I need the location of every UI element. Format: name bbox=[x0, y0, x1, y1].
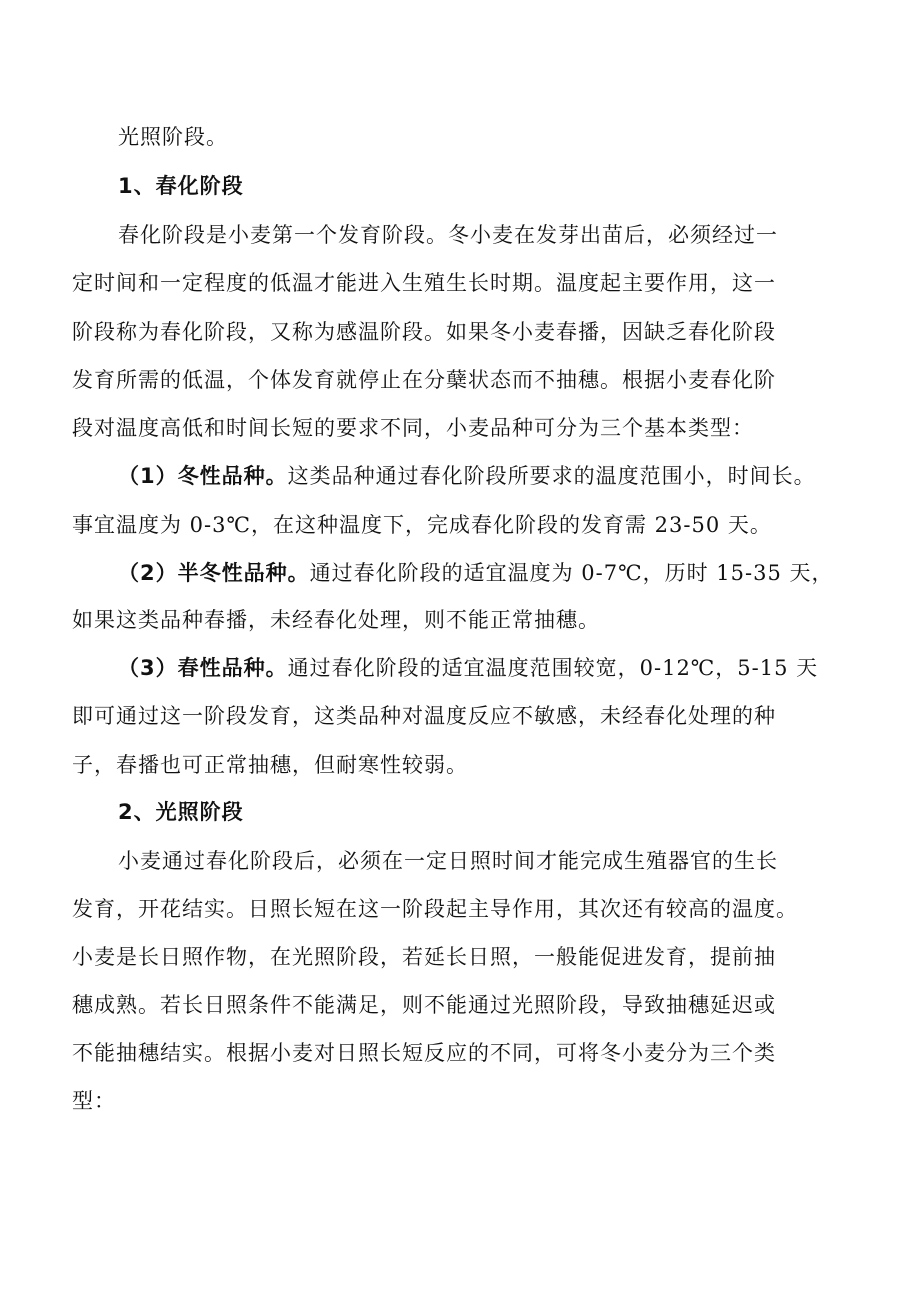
type-text: 通过春化阶段的适宜温度范围较宽，0-12℃，5-15 天 bbox=[287, 656, 819, 680]
type-first-line bbox=[118, 653, 818, 683]
section2-heading: 2、光照阶段 bbox=[118, 800, 244, 824]
paragraph-line: 穗成熟。若长日照条件不能满足，则不能通过光照阶段，导致抽穗延迟或 bbox=[72, 993, 776, 1017]
paragraph-line: 型： bbox=[72, 1089, 116, 1113]
paragraph-line: 如果这类品种春播，未经春化处理，则不能正常抽穗。 bbox=[72, 608, 600, 632]
paragraph-line: 子，春播也可正常抽穗，但耐寒性较弱。 bbox=[72, 753, 468, 777]
type-label: （1）冬性品种。 bbox=[118, 464, 288, 488]
section1-heading: 1、春化阶段 bbox=[118, 174, 244, 198]
type-label: （3）春性品种。 bbox=[118, 656, 288, 680]
paragraph-line: 事宜温度为 0-3℃，在这种温度下，完成春化阶段的发育需 23-50 天。 bbox=[72, 513, 772, 537]
type-first-line bbox=[118, 558, 834, 588]
intro-line: 光照阶段。 bbox=[118, 125, 228, 149]
paragraph-line: 不能抽穗结实。根据小麦对日照长短反应的不同，可将冬小麦分为三个类 bbox=[72, 1041, 776, 1065]
paragraph-line: 段对温度高低和时间长短的要求不同，小麦品种可分为三个基本类型： bbox=[72, 416, 754, 440]
type-text: 这类品种通过春化阶段所要求的温度范围小，时间长。 bbox=[287, 464, 816, 488]
paragraph-line: 发育所需的低温，个体发育就停止在分蘖状态而不抽穗。根据小麦春化阶 bbox=[72, 368, 776, 392]
paragraph-line: 定时间和一定程度的低温才能进入生殖生长时期。温度起主要作用，这一 bbox=[72, 271, 776, 295]
paragraph-line: 即可通过这一阶段发育，这类品种对温度反应不敏感，未经春化处理的种 bbox=[72, 704, 776, 728]
paragraph-line: 阶段称为春化阶段，又称为感温阶段。如果冬小麦春播，因缺乏春化阶段 bbox=[72, 320, 776, 344]
paragraph-line: 小麦是长日照作物，在光照阶段，若延长日照，一般能促进发育，提前抽 bbox=[72, 945, 776, 969]
paragraph-line: 小麦通过春化阶段后，必须在一定日照时间才能完成生殖器官的生长 bbox=[118, 849, 778, 873]
type-label: （2）半冬性品种。 bbox=[118, 561, 310, 585]
paragraph-line: 春化阶段是小麦第一个发育阶段。冬小麦在发芽出苗后，必须经过一 bbox=[118, 223, 778, 247]
paragraph-line: 发育，开花结实。日照长短在这一阶段起主导作用，其次还有较高的温度。 bbox=[72, 897, 798, 921]
type-first-line bbox=[118, 461, 816, 491]
type-text: 通过春化阶段的适宜温度为 0-7℃，历时 15-35 天， bbox=[309, 561, 834, 585]
